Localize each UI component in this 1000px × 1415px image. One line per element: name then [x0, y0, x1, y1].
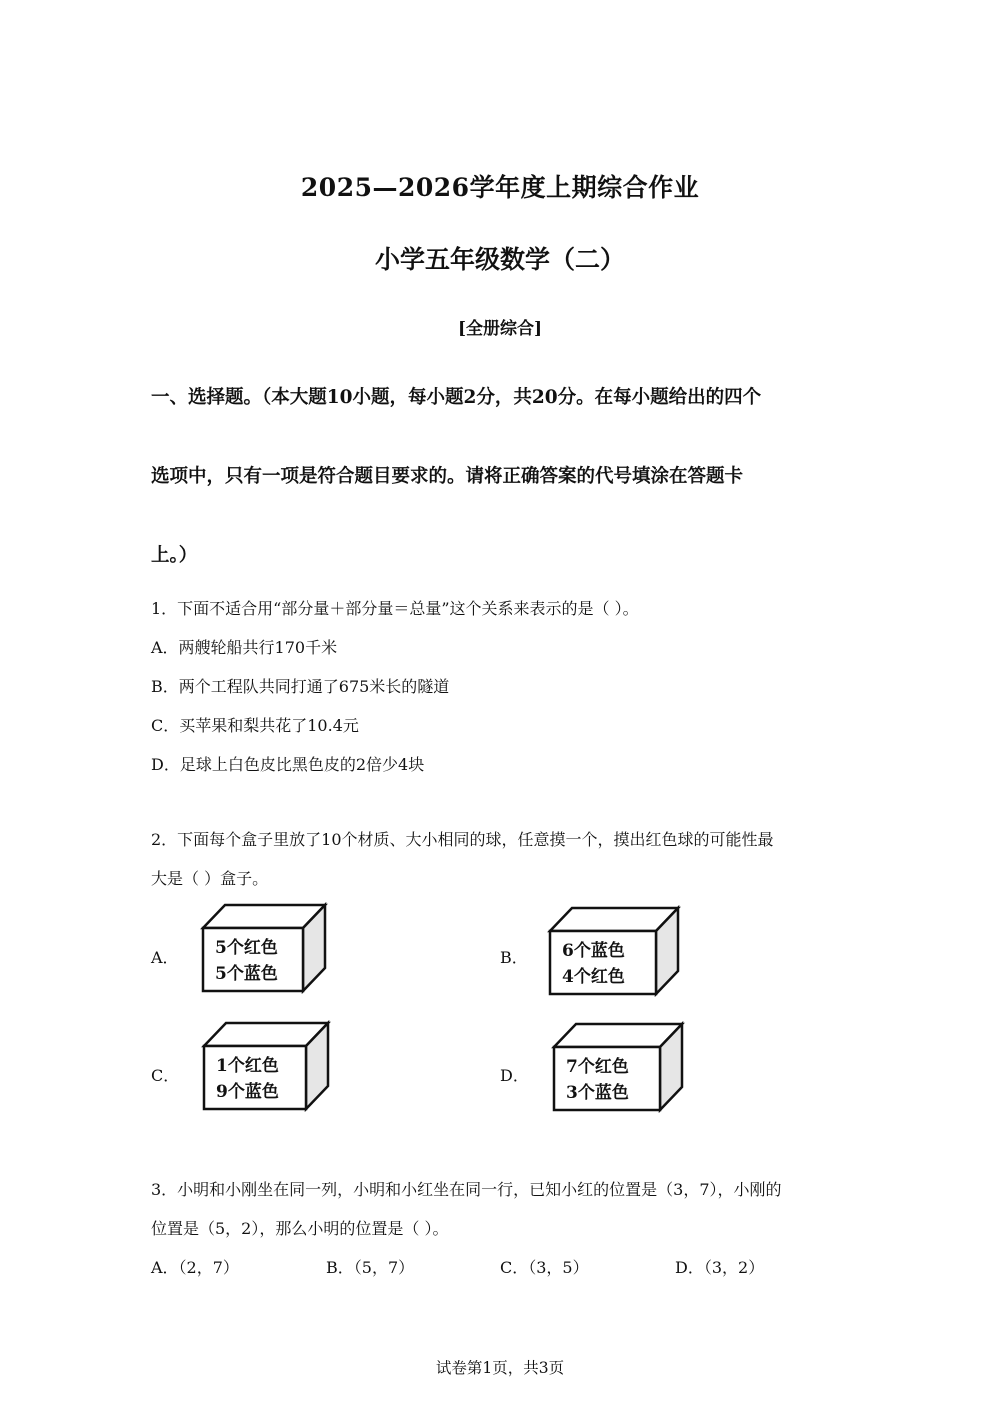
- q2-box-a: [200, 902, 328, 994]
- exam-subtitle: 小学五年级数学（二）: [374, 245, 625, 274]
- q2-option-a-label: A．: [151, 948, 179, 967]
- q1-option-a: A．两艘轮船共行170千米: [151, 638, 338, 657]
- q1-option-b: B．两个工程队共同打通了675米长的隧道: [151, 677, 450, 696]
- q3-option-c: C．（3，5）: [500, 1258, 589, 1277]
- q3-option-b: B．（5，7）: [326, 1258, 415, 1277]
- section-heading-line-2: 选项中，只有一项是符合题目要求的。请将正确答案的代号填涂在答题卡: [151, 466, 744, 487]
- q3-option-d: D．（3，2）: [675, 1258, 765, 1277]
- q3-stem-line-1: 3．小明和小刚坐在同一列，小明和小红坐在同一行，已知小红的位置是（3，7），小刚的: [151, 1180, 782, 1199]
- q3-option-a: A．（2，7）: [151, 1258, 239, 1277]
- q2-box-d-line-1: 7个红色: [566, 1057, 629, 1077]
- q2-option-b-label: B．: [500, 948, 528, 967]
- exam-title: 2025—2026学年度上期综合作业: [300, 173, 700, 202]
- q2-box-b-line-2: 4个红色: [562, 967, 625, 987]
- q2-box-c: [201, 1020, 331, 1112]
- q2-option-c-label: C．: [151, 1066, 180, 1085]
- page-footer: 试卷第1页，共3页: [435, 1359, 565, 1377]
- q2-box-d: [551, 1021, 685, 1113]
- q2-stem-line-1: 2．下面每个盒子里放了10个材质、大小相同的球，任意摸一个，摸出红色球的可能性最: [151, 830, 774, 849]
- q2-option-d-label: D．: [500, 1066, 529, 1085]
- q2-box-c-line-1: 1个红色: [216, 1056, 279, 1076]
- q2-box-c-line-2: 9个蓝色: [216, 1082, 279, 1102]
- q2-box-a-line-1: 5个红色: [215, 938, 278, 958]
- section-heading-line-1: 一、选择题。（本大题10小题，每小题2分，共20分。在每小题给出的四个: [151, 387, 762, 408]
- q1-stem: 1．下面不适合用“部分量＋部分量＝总量”这个关系来表示的是（ ）。: [151, 599, 639, 618]
- q2-stem-line-2: 大是（ ）盒子。: [151, 869, 269, 888]
- q1-option-c: C．买苹果和梨共花了10.4元: [151, 716, 359, 735]
- section-heading-line-3: 上。）: [151, 545, 198, 566]
- q2-box-b-line-1: 6个蓝色: [562, 941, 625, 961]
- q2-box-a-line-2: 5个蓝色: [215, 964, 278, 984]
- q1-option-d: D．足球上白色皮比黑色皮的2倍少4块: [151, 755, 425, 774]
- q2-box-d-line-2: 3个蓝色: [566, 1083, 629, 1103]
- exam-tag: [全册综合]: [457, 319, 543, 339]
- q2-box-b: [547, 905, 681, 997]
- q3-stem-line-2: 位置是（5，2），那么小明的位置是（ ）。: [151, 1219, 449, 1238]
